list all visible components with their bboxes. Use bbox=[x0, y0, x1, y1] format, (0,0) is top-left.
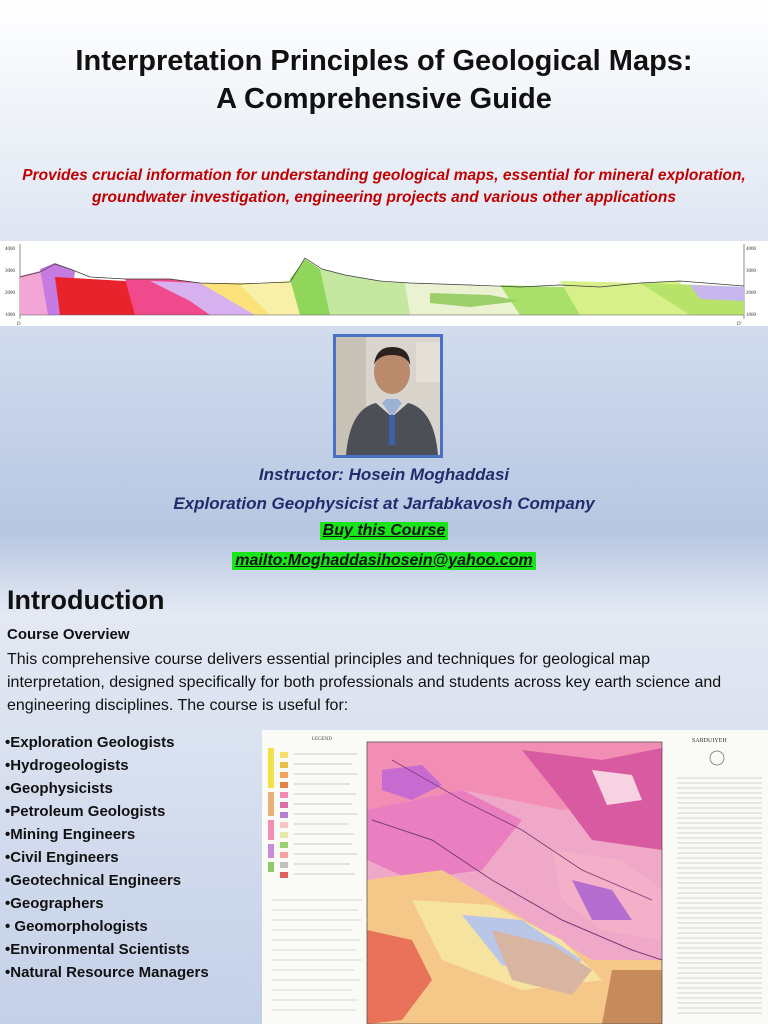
audience-item: •Natural Resource Managers bbox=[5, 964, 209, 981]
audience-item: • Geomorphologists bbox=[5, 918, 148, 935]
audience-list bbox=[5, 731, 209, 984]
subtitle: Provides crucial information for understanding geological maps, essential for mineral exploration, groundwater investigation, engineering projects and various other applications bbox=[22, 167, 746, 206]
audience-item: •Environmental Scientists bbox=[5, 941, 190, 958]
audience-item: •Geographers bbox=[5, 895, 104, 912]
left-tick-4000: 4000 bbox=[5, 247, 15, 252]
email-row bbox=[0, 552, 768, 570]
section-end-right: D' bbox=[737, 322, 742, 326]
course-overview-text: This comprehensive course delivers essential principles and techniques for geological map interpretation, designed specifically for both professionals and students across key earth science and engineering disciplines. The course is useful for: bbox=[7, 651, 722, 714]
left-tick-1000: 1000 bbox=[5, 313, 15, 318]
instructor-name: Instructor: Hosein Moghaddasi bbox=[258, 465, 510, 484]
instructor-photo bbox=[333, 334, 443, 458]
audience-item: •Exploration Geologists bbox=[5, 734, 175, 751]
course-overview-heading: Course Overview bbox=[7, 626, 130, 643]
map-sheet-title: SARDUIYEH bbox=[692, 738, 727, 744]
geological-map-image bbox=[262, 730, 768, 1024]
section-end-left: D bbox=[17, 322, 21, 326]
right-tick-2000: 2000 bbox=[746, 291, 756, 296]
buy-course-link[interactable]: Buy this Course bbox=[320, 522, 449, 540]
title-line-2: A Comprehensive Guide bbox=[216, 83, 552, 115]
instructor-role: Exploration Geophysicist at Jarfabkavosh Company bbox=[173, 494, 595, 513]
introduction-heading: Introduction bbox=[7, 585, 165, 615]
geological-cross-section bbox=[0, 241, 768, 326]
buy-course-row bbox=[0, 522, 768, 540]
title-line-1: Interpretation Principles of Geological Maps: bbox=[75, 45, 693, 77]
audience-item: •Geotechnical Engineers bbox=[5, 872, 182, 889]
page-title bbox=[0, 42, 768, 118]
right-tick-4000: 4000 bbox=[746, 247, 756, 252]
audience-item: •Geophysicists bbox=[5, 780, 113, 797]
left-tick-3000: 3000 bbox=[5, 269, 15, 274]
audience-item: •Mining Engineers bbox=[5, 826, 136, 843]
right-tick-1000: 1000 bbox=[746, 313, 756, 318]
right-tick-3000: 3000 bbox=[746, 269, 756, 274]
audience-item: •Hydrogeologists bbox=[5, 757, 129, 774]
left-tick-2000: 2000 bbox=[5, 291, 15, 296]
audience-item: •Civil Engineers bbox=[5, 849, 119, 866]
email-link[interactable]: mailto:Moghaddasihosein@yahoo.com bbox=[232, 552, 535, 570]
map-legend-title: LEGEND bbox=[312, 737, 332, 742]
audience-item: •Petroleum Geologists bbox=[5, 803, 166, 820]
